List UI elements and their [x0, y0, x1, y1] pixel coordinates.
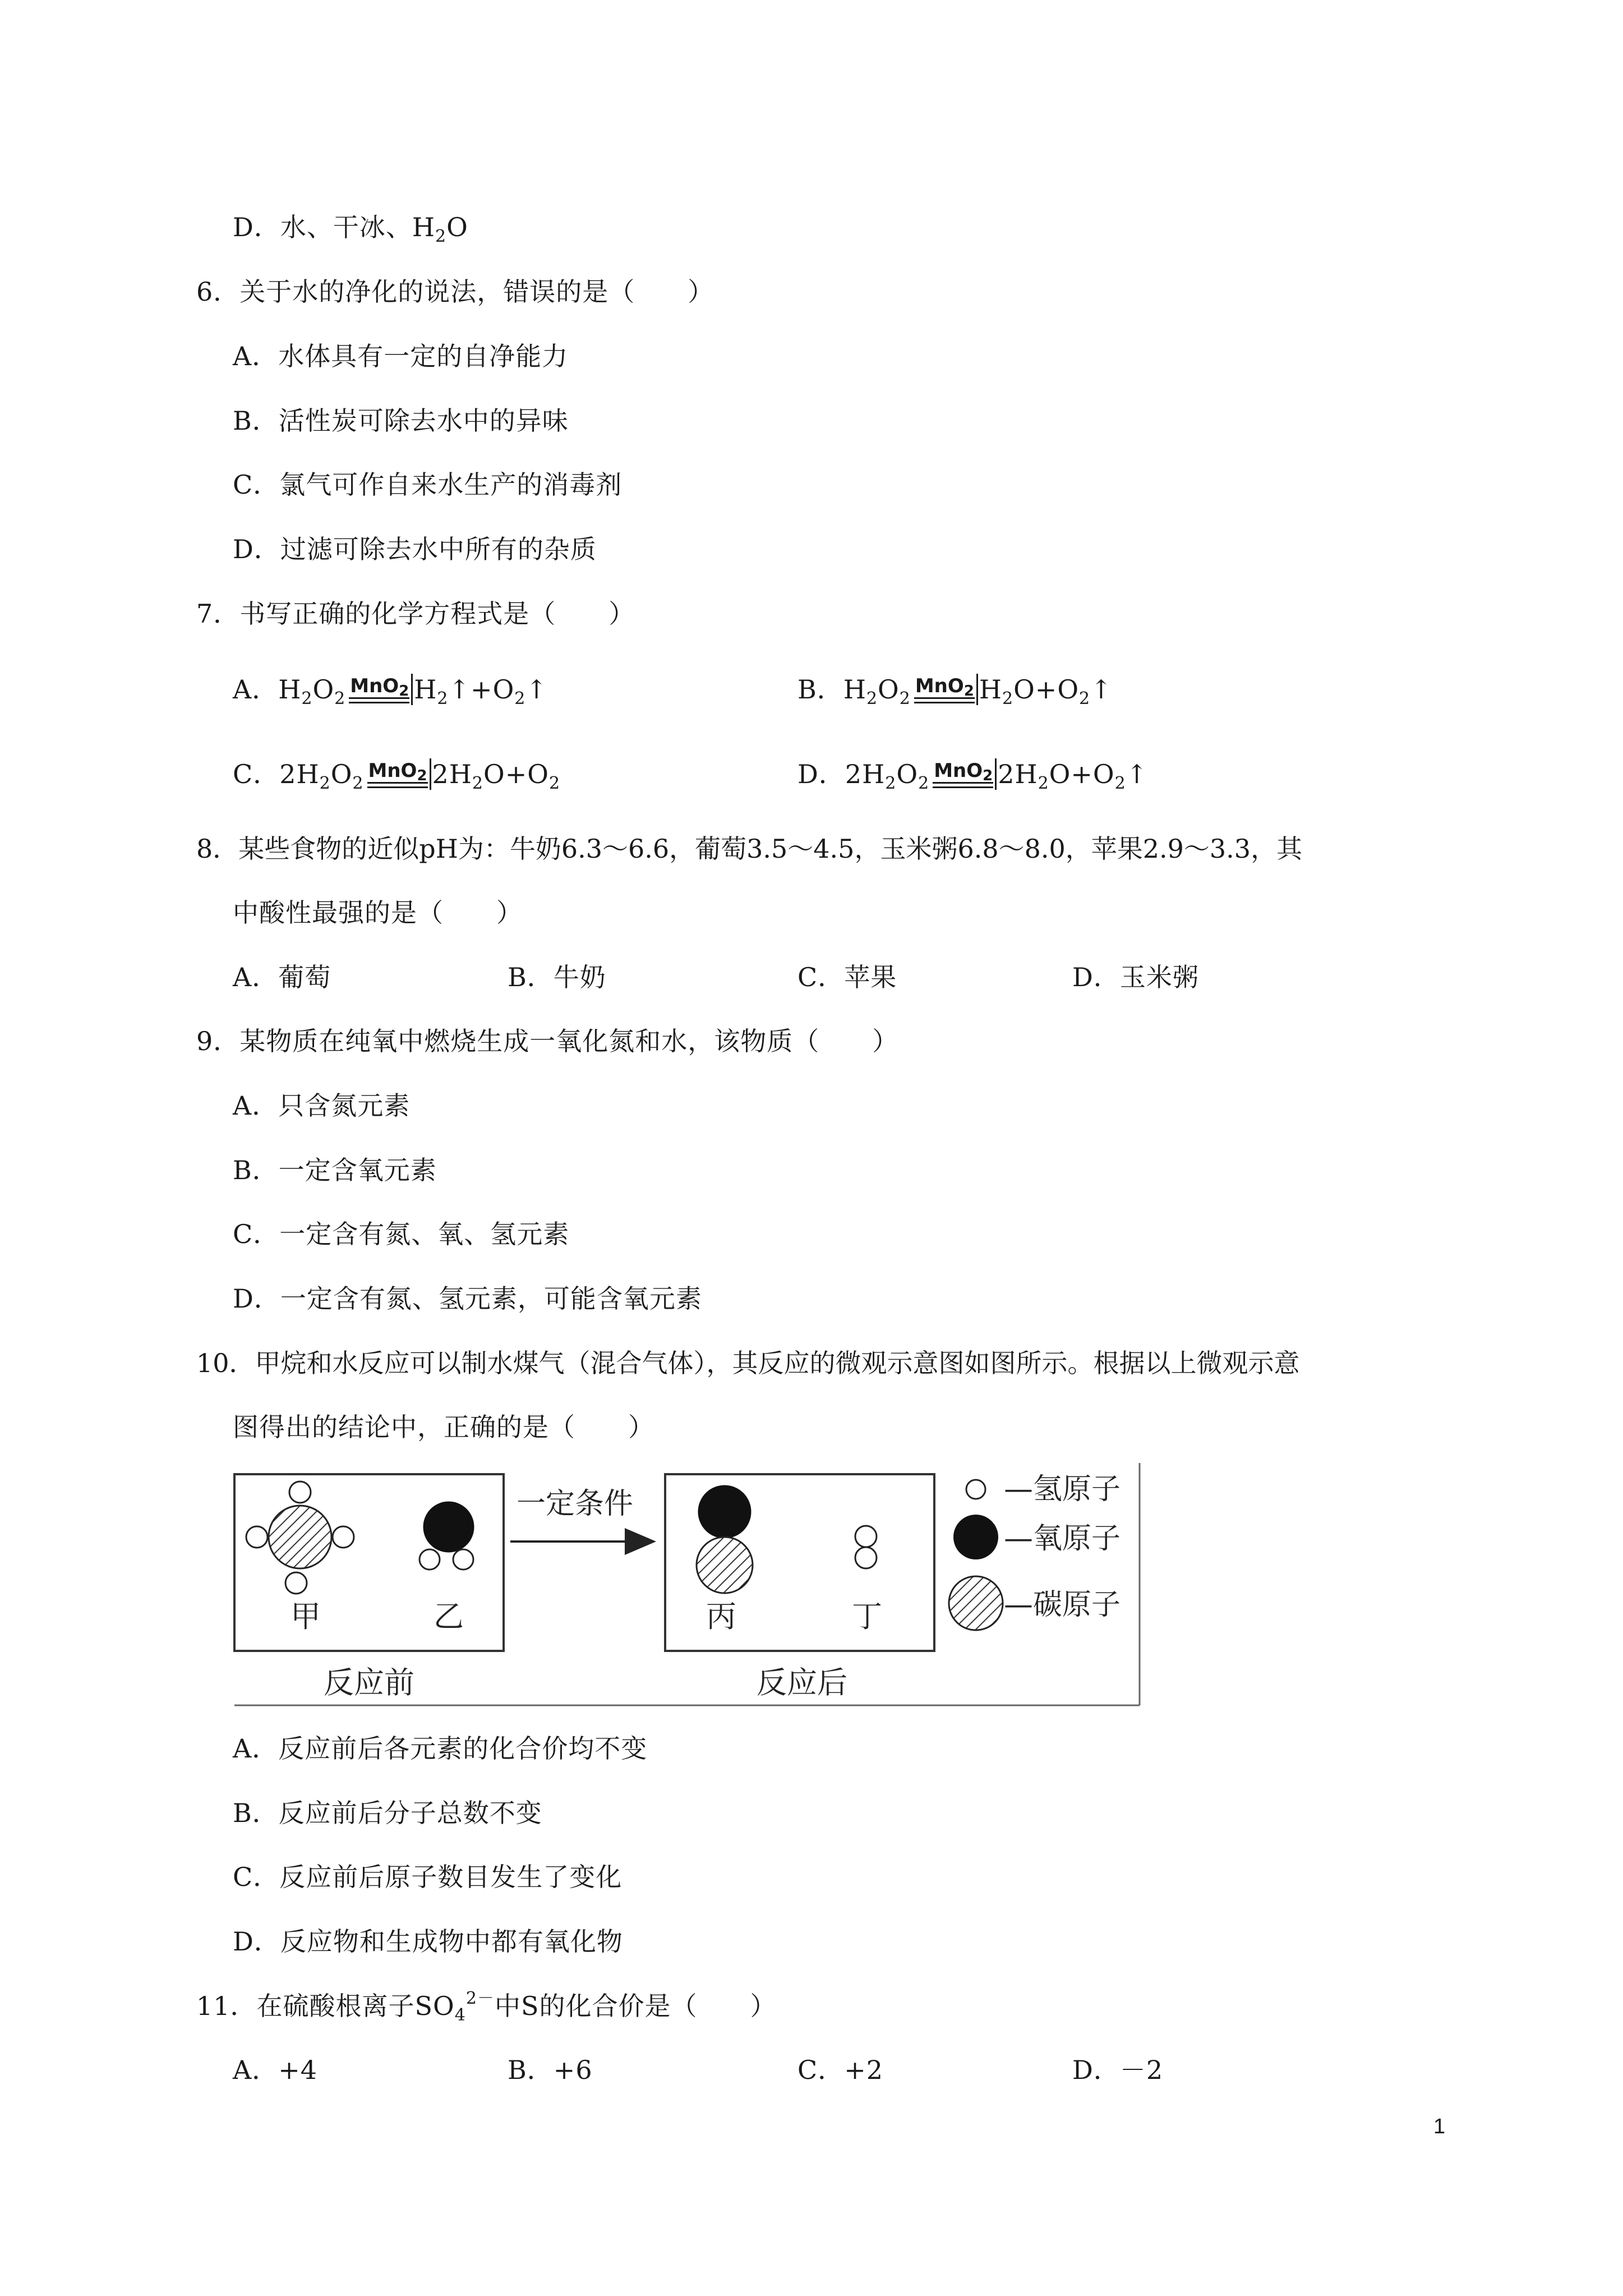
q10-option-a: A．反应前后各元素的化合价均不变 — [233, 1733, 648, 1764]
q7-option-d: D．$2H_2O_2$ MnO$_2$ $2H_2O+O_2↑$ — [797, 757, 1148, 791]
q9-option-a: A．只含氮元素 — [233, 1091, 411, 1121]
q6-option-b: B．活性炭可除去水中的异味 — [233, 406, 569, 436]
reaction-micro-diagram — [224, 1458, 1166, 1717]
q9-option-b: B．一定含氧元素 — [233, 1155, 437, 1185]
label-before-reaction: 反应前 — [324, 1665, 414, 1700]
q5-option-d: D．水、干冰、$H_2O$ — [233, 212, 468, 246]
q6-stem: 6．关于水的净化的说法，错误的是（ ） — [196, 277, 714, 307]
q10-option-c: C．反应前后原子数目发生了变化 — [233, 1862, 623, 1892]
q8-option-b: B．牛奶 — [508, 962, 606, 992]
page-number: 1 — [1433, 2115, 1446, 2138]
arrow-condition-label: 一定条件 — [516, 1487, 634, 1521]
legend-hydrogen-atom: —氢原子 — [1004, 1473, 1121, 1506]
q7-stem: 7．书写正确的化学方程式是（ ） — [196, 599, 635, 629]
label-jia: 甲 — [291, 1599, 321, 1634]
q8-stem-line2: 中酸性最强的是（ ） — [233, 898, 523, 928]
q11-stem: 11．在硫酸根离子$SO_4^{2-}$中S的化合价是（ ） — [196, 1989, 777, 2025]
catalyst-equals-sign: MnO$_2$ — [912, 673, 978, 706]
methane-molecule — [246, 1481, 354, 1594]
label-ding: 丁 — [852, 1599, 882, 1634]
q11-option-a: A．+4 — [233, 2055, 318, 2085]
water-molecule — [419, 1502, 473, 1570]
q7-option-b: B．$H_2O_2$ MnO$_2$ $H_2O+O_2↑$ — [797, 673, 1113, 706]
q9-option-c: C．一定含有氮、氧、氢元素 — [233, 1219, 570, 1249]
q7-option-a: A．$H_2O_2$ MnO$_2$ $H_2↑+O_2↑$ — [233, 673, 548, 706]
legend-carbon-atom: —碳原子 — [1004, 1588, 1121, 1622]
q6-option-d: D．过滤可除去水中所有的杂质 — [233, 534, 597, 564]
catalyst-equals-sign: MnO$_2$ — [365, 757, 431, 791]
q9-option-d: D．一定含有氮、氢元素，可能含氧元素 — [233, 1283, 702, 1314]
legend-oxygen-atom: —氧原子 — [1004, 1522, 1121, 1556]
carbon-monoxide-molecule — [697, 1486, 753, 1593]
q8-option-d: D．玉米粥 — [1072, 962, 1199, 992]
q8-option-c: C．苹果 — [797, 962, 897, 992]
label-after-reaction: 反应后 — [757, 1665, 847, 1700]
q11-option-d: D．－2 — [1072, 2055, 1164, 2085]
q8-option-a: A．葡萄 — [233, 962, 331, 992]
label-bing: 丙 — [706, 1599, 736, 1634]
hydrogen-molecule — [855, 1526, 877, 1568]
q10-stem-line1: 10．甲烷和水反应可以制水煤气（混合气体），其反应的微观示意图如图所示。根据以上微观示意 — [196, 1348, 1300, 1378]
q6-option-c: C．氯气可作自来水生产的消毒剂 — [233, 470, 623, 500]
q9-stem: 9．某物质在纯氧中燃烧生成一氧化氮和水，该物质（ ） — [196, 1026, 899, 1056]
diagram-legend — [949, 1473, 1121, 1630]
q10-stem-line2: 图得出的结论中，正确的是（ ） — [233, 1412, 654, 1442]
q6-option-a: A．水体具有一定的自净能力 — [233, 341, 569, 371]
q11-option-c: C．+2 — [797, 2055, 884, 2085]
catalyst-equals-sign: MnO$_2$ — [347, 673, 413, 706]
q10-option-d: D．反应物和生成物中都有氧化物 — [233, 1926, 623, 1957]
catalyst-equals-sign: MnO$_2$ — [930, 757, 997, 791]
q10-option-b: B．反应前后分子总数不变 — [233, 1798, 542, 1828]
q7-option-c: C．$2H_2O_2$ MnO$_2$ $2H_2O+O_2$ — [233, 757, 560, 791]
label-yi: 乙 — [434, 1599, 464, 1634]
q8-stem-line1: 8．某些食物的近似pH为：牛奶6.3～6.6，葡萄3.5～4.5，玉米粥6.8～8.0，苹果2.9～3.3，其 — [196, 834, 1303, 864]
q11-option-b: B．+6 — [508, 2055, 593, 2085]
